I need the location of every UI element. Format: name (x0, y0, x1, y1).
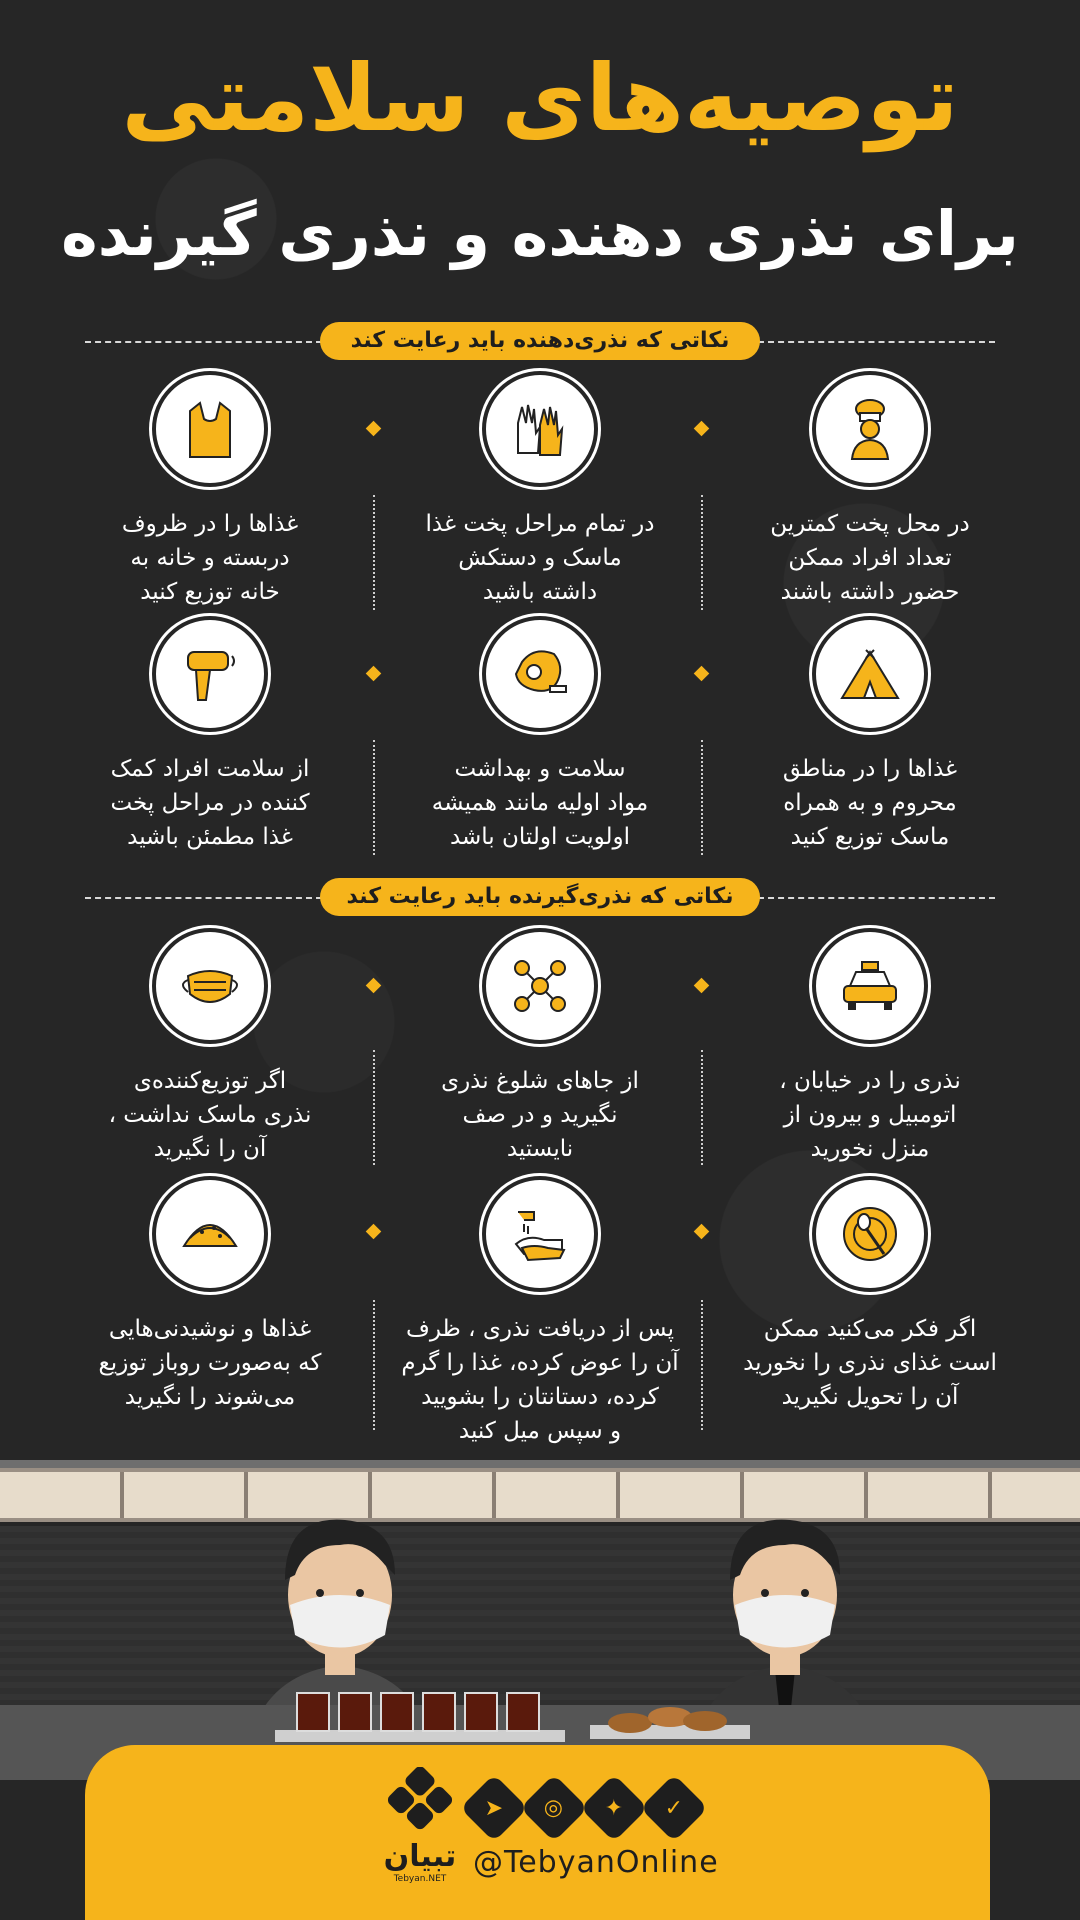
mask-icon (156, 932, 264, 1040)
column-divider (701, 740, 703, 855)
column-divider (701, 1300, 703, 1430)
twitter-icon[interactable]: ✦ (580, 1774, 648, 1842)
tip-card (390, 620, 690, 854)
section-header-giver (85, 322, 995, 362)
tip-card (60, 1180, 360, 1414)
social-handle[interactable]: @TebyanOnline (473, 1845, 719, 1880)
chef-icon (816, 375, 924, 483)
tip-text: از جاهای شلوغ نذری نگیرید و در صف نایستید (441, 1068, 639, 1162)
tip-text: غذاها و نوشیدنی‌هایی که به‌صورت روباز توزیع می‌شوند را نگیرید (98, 1316, 322, 1410)
social-links (470, 1785, 800, 1831)
column-divider (373, 1050, 375, 1165)
section-title-receiver: نکاتی که نذری‌گیرنده باید رعایت کند (320, 878, 760, 916)
tip-text: از سلامت افراد کمک کننده در مراحل پخت غذا مطمئن باشید (110, 756, 310, 850)
tea-glasses-illustration (275, 1685, 565, 1745)
tip-card (390, 932, 690, 1166)
logo-small-text: Tebyan.NET (393, 1874, 447, 1884)
calligraphy-frieze (0, 1468, 1080, 1522)
cookies-illustration (590, 1695, 750, 1745)
tip-card (390, 375, 690, 609)
tip-text: غذاها را در مناطق محروم و به همراه ماسک توزیع کنید (782, 756, 958, 850)
bag-icon (156, 375, 264, 483)
verified-icon[interactable]: ✓ (640, 1774, 708, 1842)
instagram-icon[interactable]: ◎ (520, 1774, 588, 1842)
section-header-receiver (85, 878, 995, 918)
column-divider (373, 740, 375, 855)
thermometer-icon (156, 620, 264, 728)
tip-card (720, 1180, 1020, 1414)
column-divider (701, 495, 703, 610)
column-divider (373, 1300, 375, 1430)
crowd-icon (486, 932, 594, 1040)
tent-icon (816, 620, 924, 728)
page-subtitle: برای نذری دهنده و نذری گیرنده (61, 197, 1019, 270)
column-divider (701, 1050, 703, 1165)
tip-text: نذری را در خیابان ، اتومبیل و بیرون از منزل نخورید (779, 1068, 961, 1162)
page-title: توصیه‌های سلامتی (121, 45, 959, 152)
tip-card (390, 1180, 690, 1448)
car-icon (816, 932, 924, 1040)
section-title-giver: نکاتی که نذری‌دهنده باید رعایت کند (320, 322, 760, 360)
tip-text: در تمام مراحل پخت غذا ماسک و دستکش داشته باشید (425, 511, 655, 605)
logo-mark-icon (388, 1767, 452, 1831)
tip-card (60, 620, 360, 854)
tip-text: اگر توزیع‌کننده‌ی نذری ماسک نداشت ، آن را نگیرید (108, 1068, 312, 1162)
tip-card (720, 620, 1020, 854)
meat-icon (486, 620, 594, 728)
tip-card (60, 932, 360, 1166)
telegram-icon[interactable]: ➤ (460, 1774, 528, 1842)
tip-text: سلامت و بهداشت مواد اولیه مانند همیشه اولویت اولتان باشد (431, 756, 649, 850)
plate-icon (816, 1180, 924, 1288)
logo-text: تبیان (383, 1839, 457, 1874)
tip-text: در محل پخت کمترین تعداد افراد ممکن حضور داشته باشند (770, 511, 970, 605)
tip-card (720, 932, 1020, 1166)
footer-panel (85, 1745, 990, 1920)
gloves-icon (486, 375, 594, 483)
column-divider (373, 495, 375, 610)
wall-background (0, 1526, 1080, 1706)
handwash-icon (486, 1180, 594, 1288)
tip-text: اگر فکر می‌کنید ممکن است غذای نذری را نخورید آن را تحویل نگیرید (743, 1316, 997, 1410)
tip-card (720, 375, 1020, 609)
tip-text: پس از دریافت نذری ، ظرف آن را عوض کرده، غذا را گرم کرده، دستانتان را بشویید و سپس میل کنید (401, 1316, 679, 1444)
tip-text: غذاها را در ظروف دربسته و خانه به خانه توزیع کنید (121, 511, 299, 605)
tebyan-logo[interactable] (370, 1767, 470, 1897)
taco-icon (156, 1180, 264, 1288)
tip-card (60, 375, 360, 609)
